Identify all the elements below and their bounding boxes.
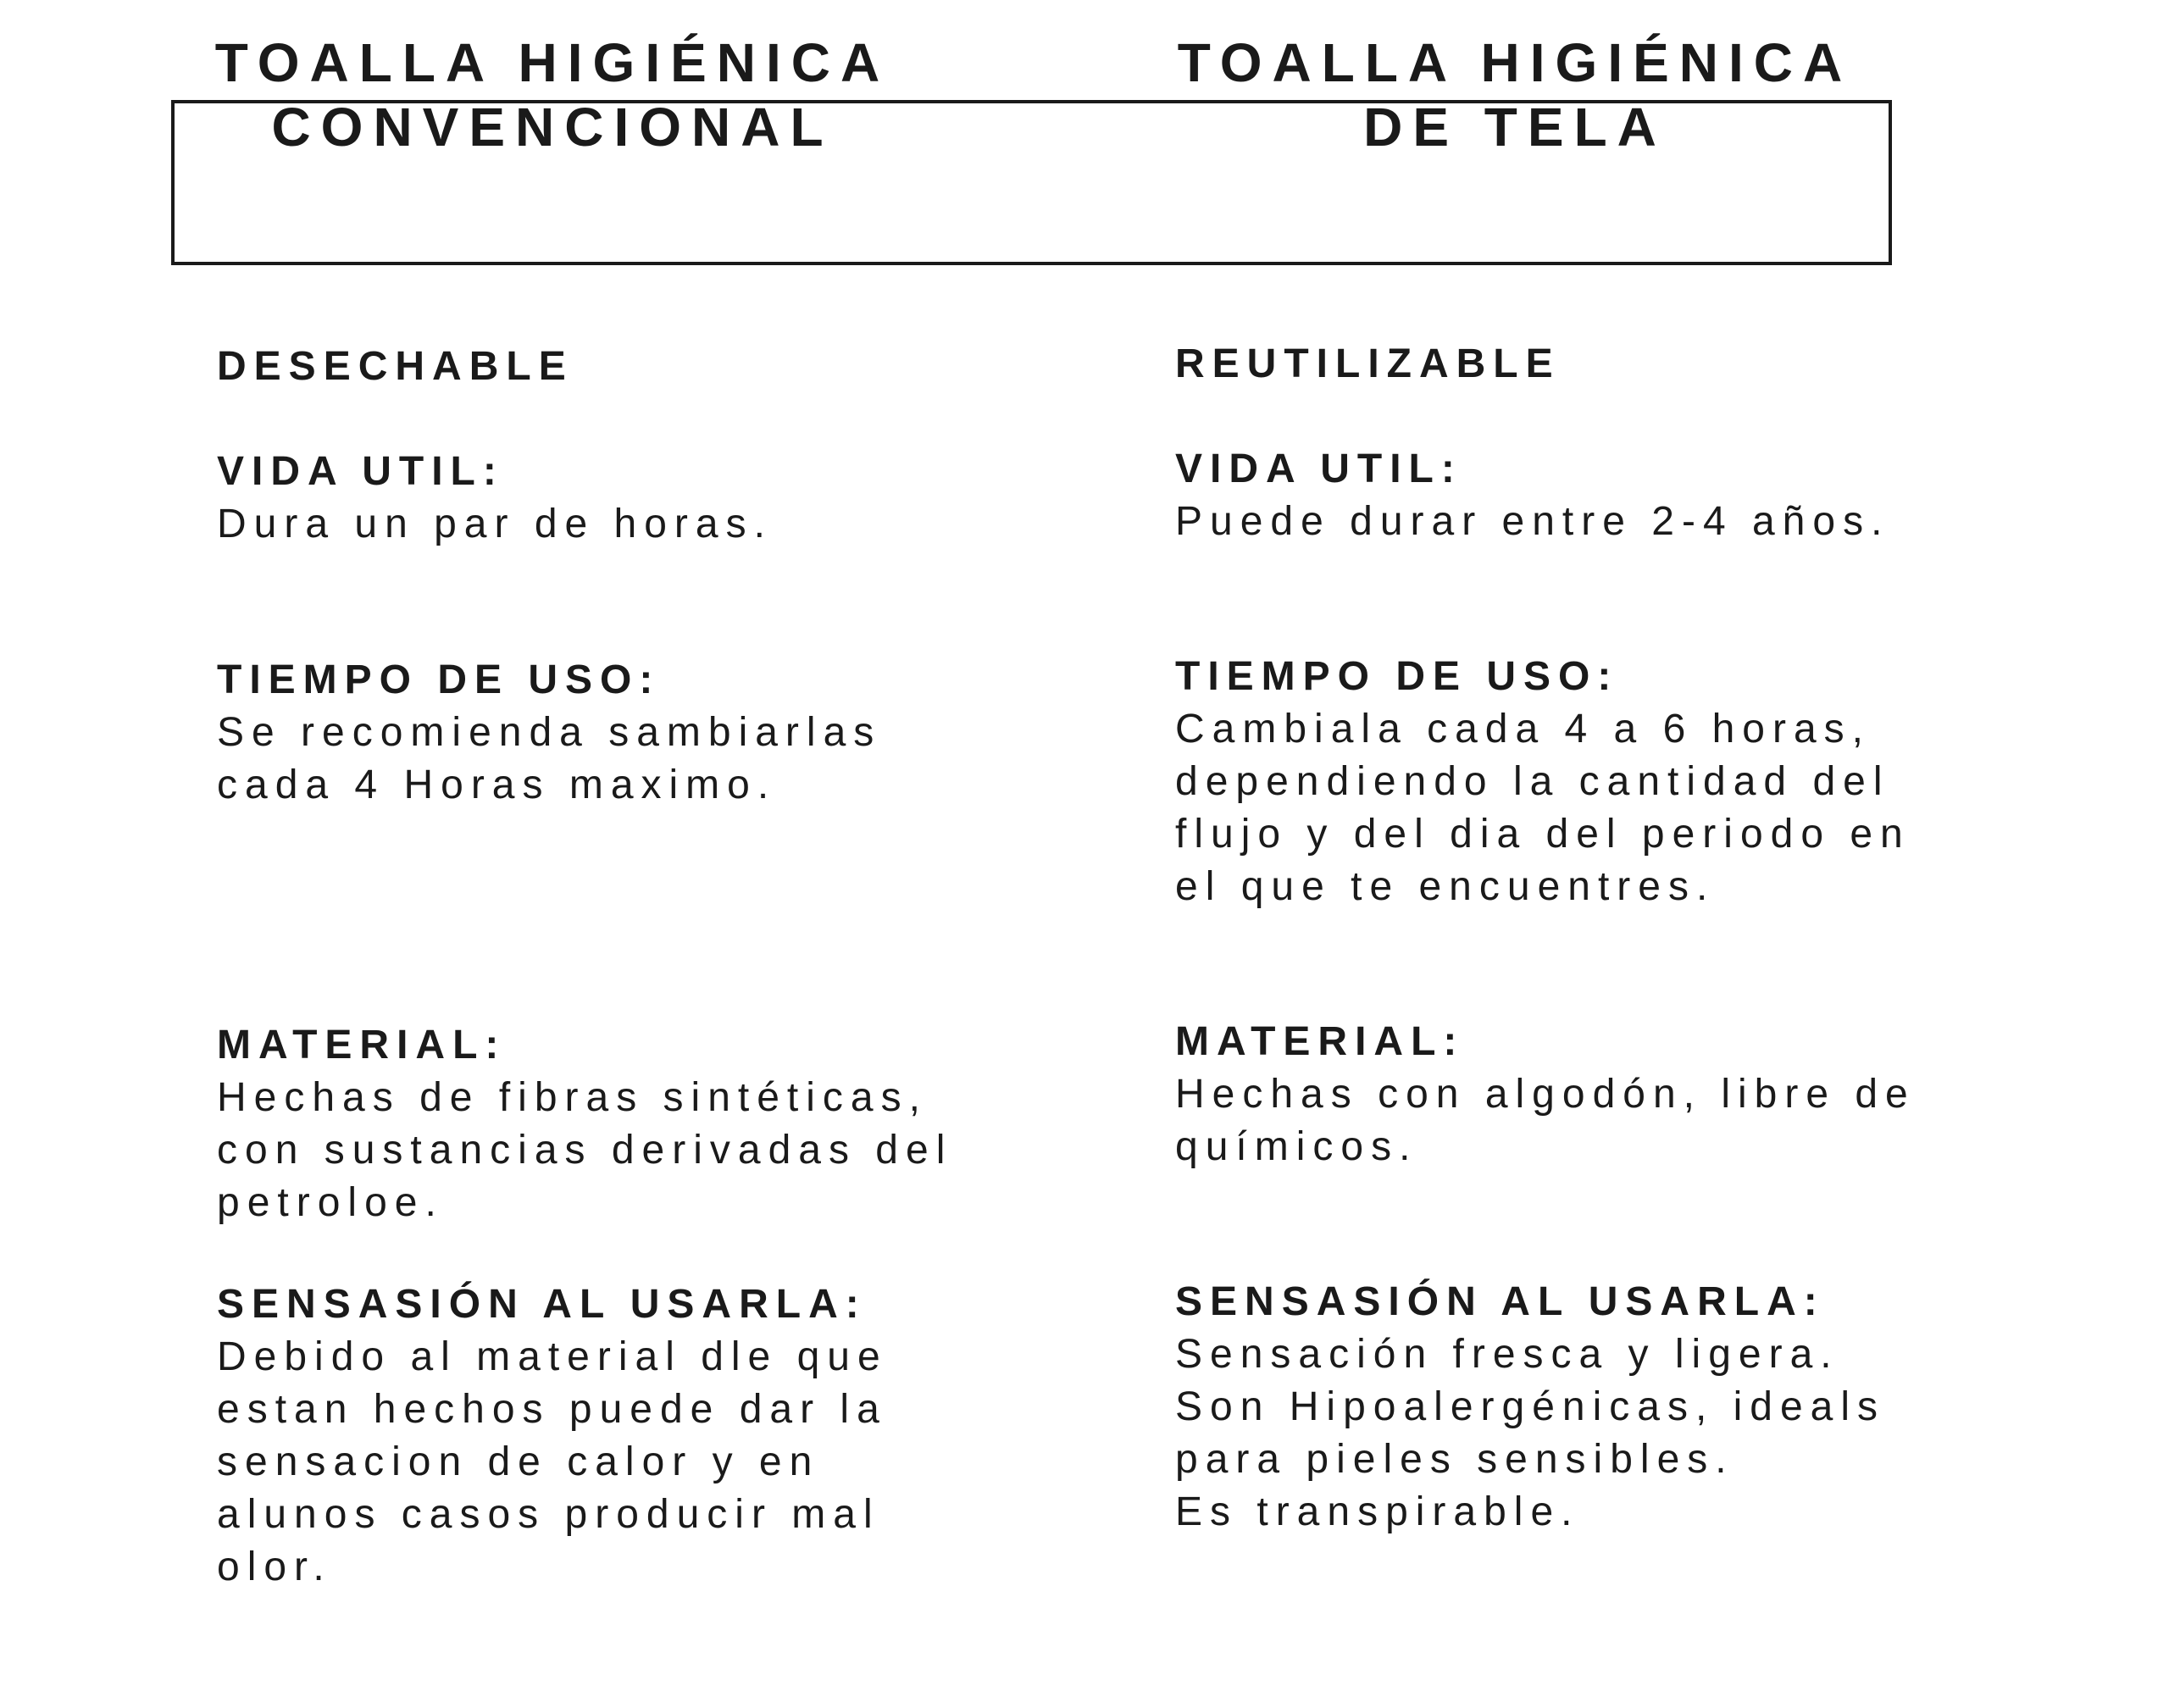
sensasion-text: sensacion de calor y en	[217, 1439, 820, 1484]
vida-util-heading: VIDA UTIL:	[217, 449, 504, 494]
tiempo-uso-section	[1175, 651, 2107, 913]
vida-util-section	[1175, 443, 2107, 548]
material-heading: MATERIAL:	[1175, 1019, 1465, 1064]
material-section	[1175, 1016, 2107, 1173]
type-heading: DESECHABLE	[217, 344, 574, 389]
header-title-cloth	[1168, 30, 1862, 159]
sensasion-section	[217, 1278, 1149, 1594]
tiempo-uso-text: dependiendo la cantidad del	[1175, 759, 1890, 804]
tiempo-uso-heading: TIEMPO DE USO:	[1175, 654, 1619, 699]
tiempo-uso-text: flujo y del dia del periodo en	[1175, 812, 1911, 857]
header-title-conventional	[205, 30, 900, 159]
type-heading: REUTILIZABLE	[1175, 341, 1561, 386]
tiempo-uso-text: Se recomienda sambiarlas	[217, 710, 882, 755]
material-heading: MATERIAL:	[217, 1023, 507, 1068]
sensasion-text: Sensación fresca y ligera.	[1175, 1332, 1839, 1377]
sensasion-heading: SENSASIÓN AL USARLA:	[1175, 1279, 1825, 1324]
sensasion-text: estan hechos puede dar la	[217, 1387, 887, 1432]
header-title-line: DE TELA	[1363, 97, 1667, 158]
type-section	[217, 341, 1149, 393]
sensasion-heading: SENSASIÓN AL USARLA:	[217, 1282, 867, 1327]
material-text: Hechas de fibras sintéticas,	[217, 1075, 928, 1120]
tiempo-uso-heading: TIEMPO DE USO:	[217, 657, 661, 702]
sensasion-section	[1175, 1276, 2107, 1539]
vida-util-heading: VIDA UTIL:	[1175, 446, 1462, 491]
type-section	[1175, 338, 2107, 391]
sensasion-text: Es transpirable.	[1175, 1489, 1580, 1534]
header-title-line: TOALLA HIGIÉNICA	[214, 32, 890, 93]
sensasion-text: Son Hipoalergénicas, ideals	[1175, 1384, 1886, 1429]
tiempo-uso-text: el que te encuentres.	[1175, 864, 1716, 909]
header-title-line: CONVENCIONAL	[271, 97, 834, 158]
header-title-line: TOALLA HIGIÉNICA	[1177, 32, 1853, 93]
vida-util-text: Puede durar entre 2-4 años.	[1175, 499, 1890, 544]
sensasion-text: alunos casos producir mal	[217, 1492, 880, 1537]
tiempo-uso-text: cada 4 Horas maximo.	[217, 762, 777, 807]
material-text: químicos.	[1175, 1124, 1418, 1169]
sensasion-text: olor.	[217, 1544, 332, 1589]
sensasion-text: para pieles sensibles.	[1175, 1437, 1734, 1482]
material-text: petroloe.	[217, 1180, 444, 1225]
tiempo-uso-text: Cambiala cada 4 a 6 horas,	[1175, 707, 1872, 751]
sensasion-text: Debido al material dle que	[217, 1334, 888, 1379]
vida-util-text: Dura un par de horas.	[217, 502, 773, 546]
vida-util-section	[217, 446, 1149, 551]
material-text: con sustancias derivadas del	[217, 1128, 953, 1173]
material-section	[217, 1019, 1149, 1229]
tiempo-uso-section	[217, 654, 1149, 812]
material-text: Hechas con algodón, libre de	[1175, 1072, 1916, 1117]
